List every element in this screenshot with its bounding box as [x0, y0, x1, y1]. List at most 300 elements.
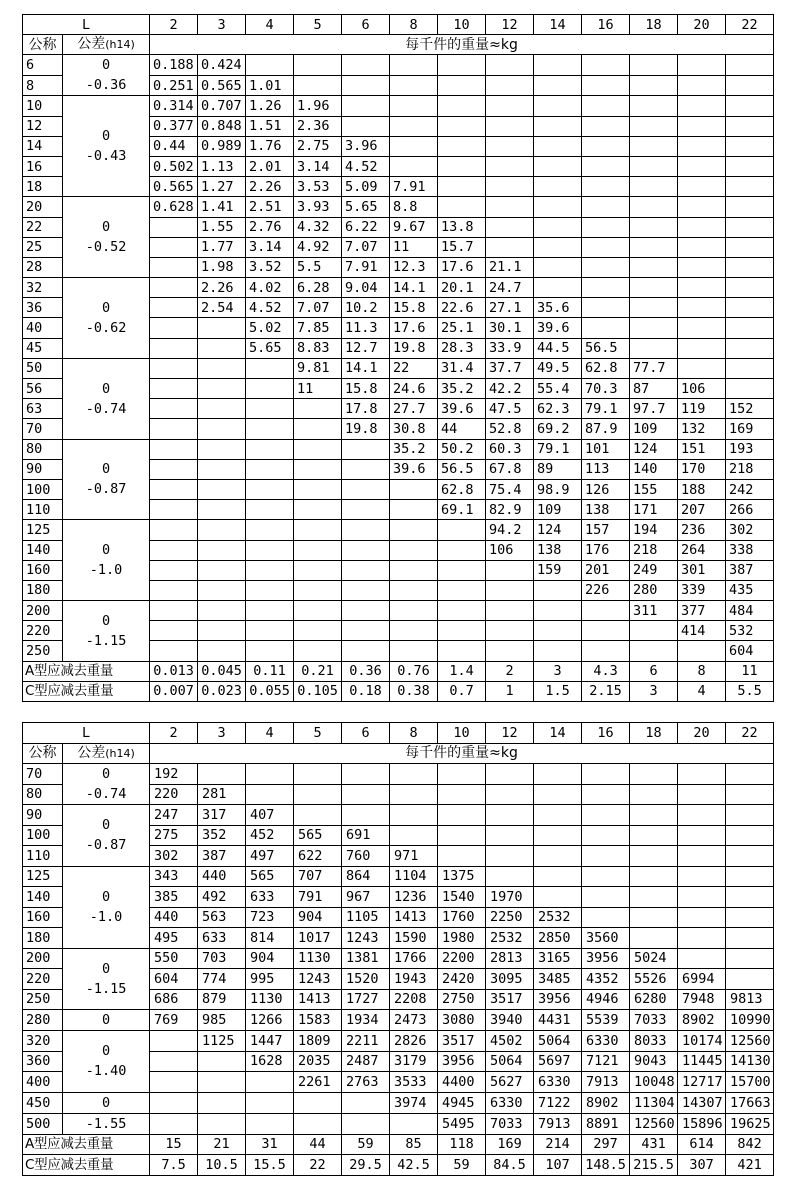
weight-cell: 9813 [726, 989, 774, 1010]
deduction-cell: 0.18 [342, 681, 390, 701]
deduction-cell: 0.023 [198, 681, 246, 701]
weight-cell [246, 479, 294, 499]
weight-cell [678, 197, 726, 217]
weight-cell [726, 887, 774, 908]
weight-cell [150, 439, 198, 459]
weight-cell [582, 217, 630, 237]
weight-table-small [22, 14, 774, 702]
weight-cell [630, 96, 678, 116]
weight-cell [630, 318, 678, 338]
weight-cell: 14130 [726, 1051, 774, 1072]
weight-cell [534, 75, 582, 96]
weight-cell [198, 358, 246, 378]
weight-cell: 1413 [390, 907, 438, 928]
weight-cell: 15.8 [390, 298, 438, 318]
weight-cell: 1520 [342, 969, 390, 990]
weight-cell: 3533 [390, 1072, 438, 1093]
deduction-row [23, 681, 774, 701]
weight-cell [150, 358, 198, 378]
weight-cell [198, 1051, 246, 1072]
deduction-cell: 7.5 [150, 1155, 198, 1176]
weight-cell: 565 [294, 825, 342, 846]
weight-cell [582, 278, 630, 298]
weight-cell [678, 948, 726, 969]
weight-cell [486, 764, 534, 785]
weight-cell [486, 177, 534, 197]
weight-cell [150, 641, 198, 661]
tolerance-value: 0 [101, 219, 111, 236]
header-row [23, 723, 774, 744]
weight-cell [630, 177, 678, 197]
weight-cell: 10174 [678, 1031, 726, 1052]
weight-cell: 218 [726, 459, 774, 479]
nominal-size: 320 [23, 1031, 63, 1052]
weight-cell: 79.1 [582, 399, 630, 419]
table-row [23, 439, 774, 459]
tolerance-cell [63, 948, 150, 1010]
weight-cell [150, 278, 198, 298]
weight-cell [678, 257, 726, 277]
nominal-size: 100 [23, 479, 63, 499]
weight-cell [342, 75, 390, 96]
tolerance-value: 0 [101, 889, 111, 905]
weight-cell: 218 [630, 540, 678, 560]
weight-cell: 904 [294, 907, 342, 928]
weight-cell [726, 969, 774, 990]
weight-cell [438, 55, 486, 76]
weight-cell: 157 [582, 520, 630, 540]
weight-cell [630, 846, 678, 867]
weight-cell: 62.8 [582, 358, 630, 378]
weight-cell: 2261 [294, 1072, 342, 1093]
weight-cell: 532 [726, 621, 774, 641]
nominal-size: 80 [23, 439, 63, 459]
weight-cell: 56.5 [582, 338, 630, 358]
weight-cell [726, 237, 774, 257]
weight-cell [534, 641, 582, 661]
weight-cell [246, 764, 294, 785]
weight-cell [486, 580, 534, 600]
weight-cell: 87 [630, 379, 678, 399]
weight-cell [726, 257, 774, 277]
weight-cell [726, 928, 774, 949]
table-row [23, 358, 774, 378]
weight-cell [294, 459, 342, 479]
weight-cell: 5.09 [342, 177, 390, 197]
nominal-size: 36 [23, 298, 63, 318]
weight-cell: 176 [582, 540, 630, 560]
weight-cell [534, 601, 582, 621]
weight-cell: 39.6 [438, 399, 486, 419]
weight-cell: 37.7 [486, 358, 534, 378]
weight-cell: 69.1 [438, 500, 486, 520]
deduction-cell: 0.36 [342, 661, 390, 681]
length-column-header: 20 [678, 723, 726, 744]
weight-cell [246, 580, 294, 600]
weight-cell: 338 [726, 540, 774, 560]
weight-cell: 317 [198, 805, 246, 826]
weight-cell: 3.96 [342, 136, 390, 156]
weight-cell [486, 825, 534, 846]
deduction-cell: 8 [678, 661, 726, 681]
weight-cell: 7033 [486, 1113, 534, 1134]
weight-cell [390, 641, 438, 661]
weight-cell [678, 278, 726, 298]
tolerance-cell [63, 805, 150, 867]
nominal-size: 63 [23, 399, 63, 419]
weight-cell [150, 500, 198, 520]
weight-cell [582, 805, 630, 826]
weight-cell [582, 55, 630, 76]
weight-cell [534, 621, 582, 641]
weight-cell [582, 75, 630, 96]
length-column-header: 14 [534, 723, 582, 744]
weight-cell [534, 197, 582, 217]
weight-cell: 13.8 [438, 217, 486, 237]
nominal-size: 160 [23, 560, 63, 580]
weight-cell: 6.28 [294, 278, 342, 298]
weight-cell: 98.9 [534, 479, 582, 499]
weight-cell: 0.424 [198, 55, 246, 76]
weight-cell: 280 [630, 580, 678, 600]
weight-cell [390, 580, 438, 600]
tolerance-cell: -1.55 [63, 1113, 150, 1134]
weight-cell: 2763 [342, 1072, 390, 1093]
deduction-label: C型应减去重量 [23, 681, 150, 701]
weight-cell: 387 [726, 560, 774, 580]
weight-cell: 188 [678, 479, 726, 499]
deduction-label: A型应减去重量 [23, 1134, 150, 1155]
weight-cell: 2.26 [246, 177, 294, 197]
weight-cell [678, 156, 726, 176]
weight-cell [150, 601, 198, 621]
table-row [23, 1113, 774, 1134]
weight-title: 每千件的重量≈kg [150, 35, 774, 55]
weight-cell [342, 601, 390, 621]
weight-cell [246, 500, 294, 520]
length-column-header: 3 [198, 15, 246, 35]
weight-cell: 2035 [294, 1051, 342, 1072]
weight-cell: 11445 [678, 1051, 726, 1072]
weight-cell [438, 825, 486, 846]
weight-cell: 9043 [630, 1051, 678, 1072]
weight-cell [438, 846, 486, 867]
weight-cell: 3.52 [246, 257, 294, 277]
weight-cell [342, 520, 390, 540]
weight-cell [246, 459, 294, 479]
weight-cell: 0.989 [198, 136, 246, 156]
weight-cell [438, 197, 486, 217]
weight-cell: 5495 [438, 1113, 486, 1134]
weight-cell [342, 560, 390, 580]
header-row [23, 15, 774, 35]
deduction-cell: 1 [486, 681, 534, 701]
weight-cell: 124 [630, 439, 678, 459]
weight-cell: 192 [150, 764, 198, 785]
weight-cell [582, 887, 630, 908]
nominal-size: 100 [23, 825, 63, 846]
deduction-cell: 0.105 [294, 681, 342, 701]
weight-cell: 2532 [534, 907, 582, 928]
weight-cell [726, 784, 774, 805]
weight-cell [678, 298, 726, 318]
weight-cell: 132 [678, 419, 726, 439]
weight-cell: 9.81 [294, 358, 342, 378]
weight-cell: 12560 [726, 1031, 774, 1052]
weight-cell: 3.14 [294, 156, 342, 176]
weight-cell [390, 601, 438, 621]
length-column-header: 8 [390, 15, 438, 35]
deduction-cell: 0.21 [294, 661, 342, 681]
weight-cell: 4946 [582, 989, 630, 1010]
weight-cell [438, 540, 486, 560]
weight-cell: 1017 [294, 928, 342, 949]
tolerance-label-text: 公差 [77, 744, 106, 761]
tolerance-value: -0.74 [85, 786, 127, 802]
deduction-label: C型应减去重量 [23, 1155, 150, 1176]
tolerance-cell: 0 [63, 1092, 150, 1113]
nominal-label: 公称 [23, 35, 63, 55]
weight-cell: 15700 [726, 1072, 774, 1093]
tolerance-value: 0 [101, 542, 111, 559]
weight-cell [198, 439, 246, 459]
weight-cell: 495 [150, 928, 198, 949]
weight-cell: 2826 [390, 1031, 438, 1052]
weight-cell [342, 1092, 390, 1113]
weight-cell [630, 298, 678, 318]
weight-cell: 194 [630, 520, 678, 540]
weight-cell: 89 [534, 459, 582, 479]
nominal-size: 8 [23, 75, 63, 96]
table-row [23, 55, 774, 76]
tolerance-value: -0.52 [85, 239, 127, 256]
deduction-cell: 0.013 [150, 661, 198, 681]
weight-cell: 22.6 [438, 298, 486, 318]
weight-cell [342, 116, 390, 136]
weight-cell [630, 237, 678, 257]
weight-cell [294, 580, 342, 600]
length-column-header: 2 [150, 15, 198, 35]
weight-cell: 14307 [678, 1092, 726, 1113]
deduction-cell: 15 [150, 1134, 198, 1155]
weight-cell: 2532 [486, 928, 534, 949]
length-column-header: 12 [486, 15, 534, 35]
deduction-cell: 84.5 [486, 1155, 534, 1176]
length-column-header: 2 [150, 723, 198, 744]
weight-cell: 339 [678, 580, 726, 600]
length-column-header: 6 [342, 723, 390, 744]
weight-cell [678, 805, 726, 826]
weight-cell: 242 [726, 479, 774, 499]
deduction-label: A型应减去重量 [23, 661, 150, 681]
weight-cell: 69.2 [534, 419, 582, 439]
length-column-header: 8 [390, 723, 438, 744]
weight-cell [342, 641, 390, 661]
weight-cell [534, 177, 582, 197]
tolerance-cell [63, 520, 150, 601]
weight-cell [294, 805, 342, 826]
weight-cell [486, 136, 534, 156]
nominal-size: 70 [23, 764, 63, 785]
weight-cell: 1980 [438, 928, 486, 949]
weight-cell: 7.07 [294, 298, 342, 318]
weight-cell: 302 [726, 520, 774, 540]
nominal-size: 125 [23, 520, 63, 540]
nominal-size: 200 [23, 601, 63, 621]
nominal-size: 125 [23, 866, 63, 887]
nominal-size: 80 [23, 784, 63, 805]
weight-cell [294, 1113, 342, 1134]
weight-cell: 3.53 [294, 177, 342, 197]
weight-cell [438, 156, 486, 176]
weight-cell [246, 379, 294, 399]
weight-cell [678, 907, 726, 928]
weight-cell: 7948 [678, 989, 726, 1010]
weight-cell [486, 866, 534, 887]
tolerance-cell [63, 197, 150, 278]
weight-cell [678, 784, 726, 805]
deduction-cell: 0.11 [246, 661, 294, 681]
weight-cell: 106 [486, 540, 534, 560]
weight-cell [630, 278, 678, 298]
weight-cell [726, 116, 774, 136]
weight-cell: 311 [630, 601, 678, 621]
length-column-header: 5 [294, 723, 342, 744]
weight-cell [726, 96, 774, 116]
weight-cell [726, 338, 774, 358]
weight-cell: 106 [678, 379, 726, 399]
weight-cell: 4.32 [294, 217, 342, 237]
weight-cell: 3940 [486, 1010, 534, 1031]
weight-cell: 60.3 [486, 439, 534, 459]
weight-cell: 17.8 [342, 399, 390, 419]
weight-cell: 4.52 [246, 298, 294, 318]
table-row [23, 866, 774, 887]
tolerance-cell [63, 439, 150, 520]
deduction-cell: 297 [582, 1134, 630, 1155]
weight-cell: 5064 [486, 1051, 534, 1072]
tolerance-cell [63, 764, 150, 805]
weight-cell [630, 621, 678, 641]
nominal-size: 450 [23, 1092, 63, 1113]
tolerance-label [63, 743, 150, 764]
weight-cell: 124 [534, 520, 582, 540]
weight-cell [198, 338, 246, 358]
weight-cell: 19.8 [342, 419, 390, 439]
weight-cell [150, 560, 198, 580]
tolerance-unit: (h14) [105, 746, 135, 760]
weight-cell [582, 601, 630, 621]
weight-cell [246, 520, 294, 540]
weight-cell: 2487 [342, 1051, 390, 1072]
weight-cell [582, 641, 630, 661]
length-column-header: 3 [198, 723, 246, 744]
weight-cell: 11304 [630, 1092, 678, 1113]
weight-cell: 1970 [486, 887, 534, 908]
weight-cell [390, 500, 438, 520]
weight-cell: 1540 [438, 887, 486, 908]
weight-cell [582, 257, 630, 277]
weight-cell: 2.76 [246, 217, 294, 237]
deduction-cell: 214 [534, 1134, 582, 1155]
weight-cell: 25.1 [438, 318, 486, 338]
weight-cell [294, 55, 342, 76]
weight-cell: 633 [198, 928, 246, 949]
tolerance-cell [63, 278, 150, 359]
weight-cell [246, 358, 294, 378]
deduction-cell: 59 [438, 1155, 486, 1176]
weight-cell: 264 [678, 540, 726, 560]
weight-cell [630, 641, 678, 661]
weight-cell [150, 318, 198, 338]
weight-cell [582, 846, 630, 867]
nominal-size: 20 [23, 197, 63, 217]
weight-cell: 414 [678, 621, 726, 641]
weight-cell: 12.7 [342, 338, 390, 358]
weight-cell: 2420 [438, 969, 486, 990]
weight-cell: 864 [342, 866, 390, 887]
weight-cell: 17663 [726, 1092, 774, 1113]
weight-cell: 4945 [438, 1092, 486, 1113]
deduction-cell: 1.4 [438, 661, 486, 681]
weight-cell: 3956 [534, 989, 582, 1010]
weight-cell: 10990 [726, 1010, 774, 1031]
weight-cell [198, 621, 246, 641]
deduction-row [23, 1155, 774, 1176]
deduction-cell: 4.3 [582, 661, 630, 681]
weight-cell [438, 560, 486, 580]
tolerance-value: -1.15 [85, 632, 127, 649]
weight-cell [438, 580, 486, 600]
weight-cell [390, 764, 438, 785]
tolerance-cell [63, 96, 150, 197]
weight-cell: 1628 [246, 1051, 294, 1072]
weight-cell [534, 580, 582, 600]
weight-cell [342, 764, 390, 785]
weight-cell [150, 520, 198, 540]
weight-cell [534, 278, 582, 298]
table-row [23, 197, 774, 217]
tolerance-value: 0 [101, 817, 111, 834]
weight-cell: 55.4 [534, 379, 582, 399]
weight-cell: 622 [294, 846, 342, 867]
nominal-size: 16 [23, 156, 63, 176]
weight-cell: 35.2 [390, 439, 438, 459]
weight-cell [678, 55, 726, 76]
table-row [23, 1092, 774, 1113]
weight-cell [438, 96, 486, 116]
weight-cell: 633 [246, 887, 294, 908]
tolerance-value: -0.87 [85, 837, 127, 854]
nominal-size: 220 [23, 969, 63, 990]
weight-cell [150, 479, 198, 499]
weight-cell: 2813 [486, 948, 534, 969]
weight-cell: 169 [726, 419, 774, 439]
weight-cell [534, 764, 582, 785]
weight-cell [198, 399, 246, 419]
weight-cell [294, 500, 342, 520]
weight-cell: 3956 [438, 1051, 486, 1072]
weight-cell [678, 75, 726, 96]
weight-cell: 12.3 [390, 257, 438, 277]
weight-cell: 4.52 [342, 156, 390, 176]
weight-cell [486, 560, 534, 580]
weight-cell: 435 [726, 580, 774, 600]
weight-cell [630, 907, 678, 928]
weight-cell: 7121 [582, 1051, 630, 1072]
weight-cell [438, 621, 486, 641]
weight-cell [534, 846, 582, 867]
